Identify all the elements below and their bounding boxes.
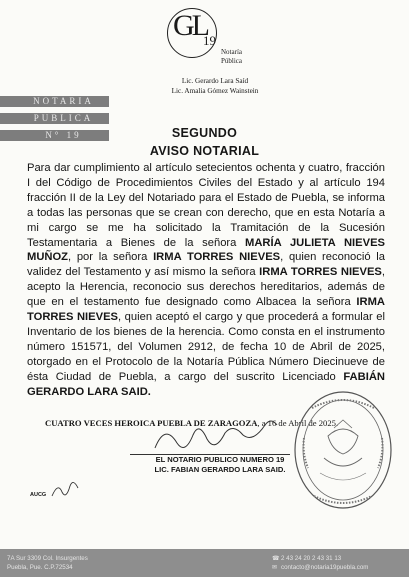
logo-text-notaria: Notaría <box>221 48 242 56</box>
deceased-name: MARÍA JULIETA NIEVES MUÑOZ <box>27 236 386 264</box>
notary-names <box>130 77 300 96</box>
notary-signing-name: FABIÁN GERARDO LARA SAID. <box>27 370 385 398</box>
footer-address <box>7 554 88 572</box>
body-text-4: , acepto la Herencia, reconocio sus derechos hereditarios, además de que en el testamento fue designado como Albacea la señora <box>27 266 386 309</box>
signature-title: EL NOTARIO PUBLICO NUMERO 19 <box>155 455 285 464</box>
city-name: CUATRO VECES HEROICA PUEBLA DE ZARAGOZA <box>45 418 258 428</box>
notary-name-1: Lic. Gerardo Lara Saíd <box>181 77 249 85</box>
side-band-publica: PUBLICA <box>0 113 109 124</box>
notice-body <box>27 161 385 400</box>
body-text-5: , quien aceptó el cargo y que procederá a formular el Inventario de los bienes de la herencia. Como consta en el instrumento número 151571, del Volumen 2912, de fecha 10 de Abril de 2025, otorgado en el Protocolo de la Notaría Pública Número Diecinueve de ésta Ciudad de Puebla, a cargo del suscrito Licenciado <box>27 311 385 383</box>
heir-name-2: IRMA TORRES NIEVES <box>259 266 382 279</box>
side-band-number: N° 19 <box>0 130 109 141</box>
address-line-1: 7A Sur 3309 Col. Insurgentes <box>7 555 88 562</box>
logo-number: 19 <box>203 33 216 48</box>
official-seal <box>290 388 396 518</box>
initials-scribble <box>50 480 80 500</box>
logo-monogram: GL <box>173 9 207 42</box>
body-text-2: , por la señora <box>68 251 148 264</box>
heading-segundo: SEGUNDO <box>171 126 238 140</box>
date-text: , a 16 de Abril de 2025. <box>257 418 339 428</box>
footer-contact <box>272 554 368 572</box>
phone-icon: ☎ <box>272 555 280 562</box>
email-address: contacto@notaria19puebla.com <box>281 564 369 571</box>
logo-text-publica: Pública <box>221 57 242 65</box>
signature-block <box>140 455 300 475</box>
footer-band <box>0 549 409 577</box>
heading-aviso-notarial: AVISO NOTARIAL <box>149 144 260 158</box>
side-band-notaria: NOTARIA <box>0 96 109 107</box>
phone-numbers: 2 43 24 20 2 43 31 13 <box>281 555 342 562</box>
address-line-2: Puebla, Pue. C.P.72534 <box>7 564 73 571</box>
email-icon: ✉ <box>272 564 278 571</box>
heir-name-1: IRMA TORRES NIEVES <box>153 251 281 264</box>
initials-label: AUCG <box>30 492 47 498</box>
notary-logo <box>163 6 249 68</box>
signature-name: LIC. FABIAN GERARDO LARA SAID. <box>154 465 286 474</box>
body-text-3: , quien reconoció la validez del Testamento y así mismo la señora <box>27 251 385 279</box>
body-text-1: Para dar cumplimiento al artículo setecientos ochenta y cuatro, fracción I del Código de Procedimientos Civiles del Estado y al artículo 194 fracción II de la Ley del Notariado para el Estado de Puebla, se informa a todas las personas que se crean con derecho, que en esta Notaría a mi cargo se me ha solicitado la Tramitación de la Sucesión Testamentaria a Bienes de la señora <box>27 162 385 249</box>
notary-name-2: Lic. Amalia Gómez Wainstein <box>171 86 259 95</box>
signature-scribble <box>150 418 290 456</box>
executor-name: IRMA TORRES NIEVES <box>27 296 385 324</box>
